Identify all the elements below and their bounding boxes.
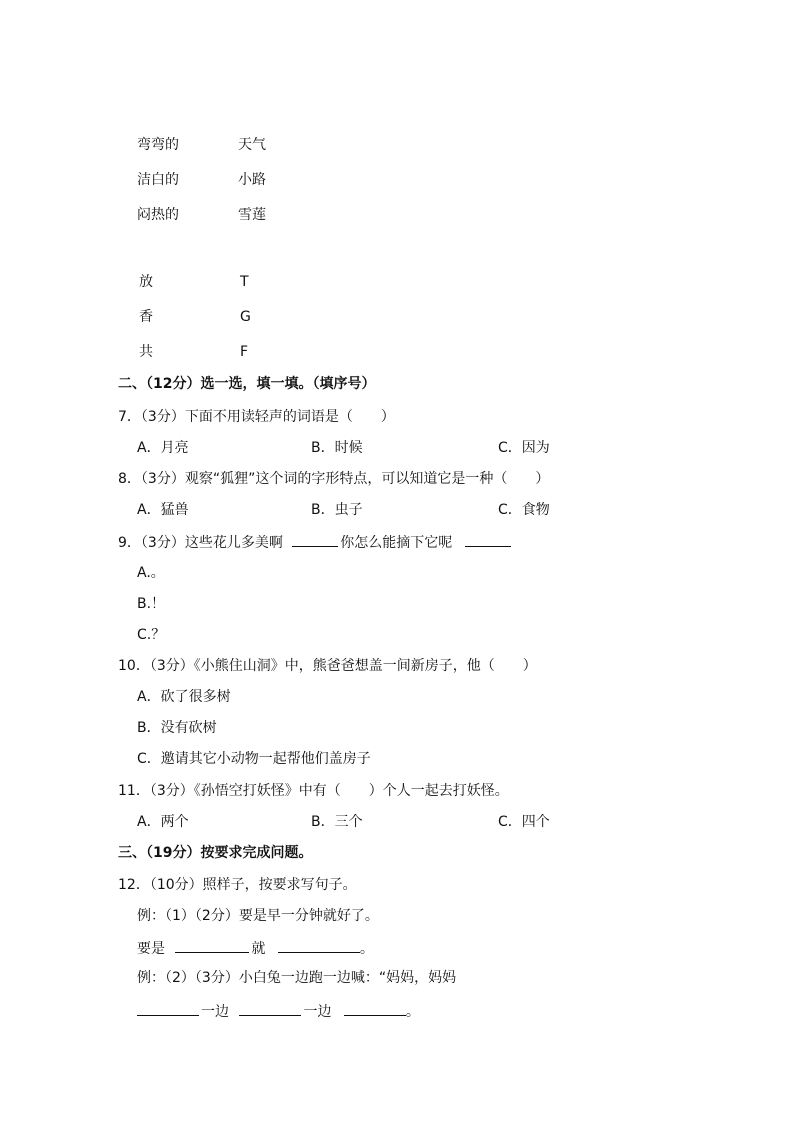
q7-option-a[interactable]: A．月亮: [137, 440, 189, 456]
match2-left-2: 香: [139, 309, 153, 325]
q8-option-b[interactable]: B．虫子: [311, 502, 363, 518]
q12-fill-1: [137, 938, 374, 958]
q12-fill-1-blank-1[interactable]: [175, 938, 249, 953]
q12-fill-2-end: 。: [405, 1004, 420, 1020]
q7-option-b[interactable]: B．时候: [311, 440, 363, 456]
q7-stem: 7．（3分）下面不用读轻声的词语是（ ）: [118, 409, 395, 425]
match2-right-2: G: [240, 309, 251, 325]
section-2-title: 二、（12分）选一选，填一填。（填序号）: [118, 376, 376, 392]
q9-stem-part-2: 你怎么能摘下它呢: [340, 535, 453, 551]
q11-option-a[interactable]: A．两个: [137, 814, 189, 830]
q12-fill-2-word-1: 一边: [201, 1004, 229, 1020]
q11-stem: 11．（3分）《孙悟空打妖怪》中有（ ）个人一起去打妖怪。: [118, 783, 509, 799]
q12-fill-2-blank-1[interactable]: [137, 1001, 199, 1016]
q11-option-b[interactable]: B．三个: [311, 814, 363, 830]
q12-fill-2-blank-3[interactable]: [344, 1001, 406, 1016]
q9-blank-2[interactable]: [465, 532, 511, 547]
q12-stem: 12．（10分）照样子，按要求写句子。: [118, 877, 357, 893]
q9-stem: [118, 532, 511, 552]
match1-right-3: 雪莲: [238, 207, 266, 223]
q9-option-a[interactable]: A.。: [137, 565, 165, 581]
q8-stem: 8．（3分）观察“狐狸”这个词的字形特点，可以知道它是一种（ ）: [118, 471, 550, 487]
q9-option-b[interactable]: B.！: [137, 596, 166, 612]
match2-left-1: 放: [139, 274, 153, 290]
q8-option-a[interactable]: A．猛兽: [137, 502, 189, 518]
q9-blank-1[interactable]: [292, 532, 338, 547]
q12-fill-2-blank-2[interactable]: [239, 1001, 301, 1016]
q12-fill-1-blank-2[interactable]: [278, 938, 360, 953]
q10-option-b[interactable]: B．没有砍树: [137, 720, 217, 736]
q12-fill-2-word-2: 一边: [303, 1004, 332, 1020]
match1-left-2: 洁白的: [137, 172, 179, 188]
q10-option-c[interactable]: C．邀请其它小动物一起帮他们盖房子: [137, 751, 371, 767]
q12-fill-2: [137, 1001, 420, 1021]
q8-option-c[interactable]: C．食物: [498, 502, 550, 518]
q9-stem-part-1: 9．（3分）这些花儿多美啊: [118, 535, 283, 551]
match2-left-3: 共: [139, 344, 153, 360]
q12-example-1: 例：（1）（2分）要是早一分钟就好了。: [137, 908, 379, 924]
q9-option-c[interactable]: C.？: [137, 627, 166, 643]
q10-option-a[interactable]: A．砍了很多树: [137, 689, 231, 705]
match1-right-1: 天气: [238, 137, 266, 153]
match2-right-3: F: [240, 344, 249, 360]
q11-option-c[interactable]: C．四个: [498, 814, 550, 830]
match2-right-1: T: [240, 274, 249, 290]
match1-right-2: 小路: [238, 172, 266, 188]
match1-left-1: 弯弯的: [137, 137, 179, 153]
q7-option-c[interactable]: C．因为: [498, 440, 550, 456]
q12-fill-1-word-2: 就: [251, 941, 266, 957]
match1-left-3: 闷热的: [137, 207, 179, 223]
q12-fill-1-word-1: 要是: [137, 941, 165, 957]
q12-example-2: 例：（2）（3分）小白兔一边跑一边喊：“妈妈，妈妈: [137, 970, 457, 986]
q12-fill-1-end: 。: [359, 941, 374, 957]
section-3-title: 三、（19分）按要求完成问题。: [118, 845, 313, 861]
q10-stem: 10．（3分）《小熊住山洞》中，熊爸爸想盖一间新房子，他（ ）: [118, 658, 537, 674]
